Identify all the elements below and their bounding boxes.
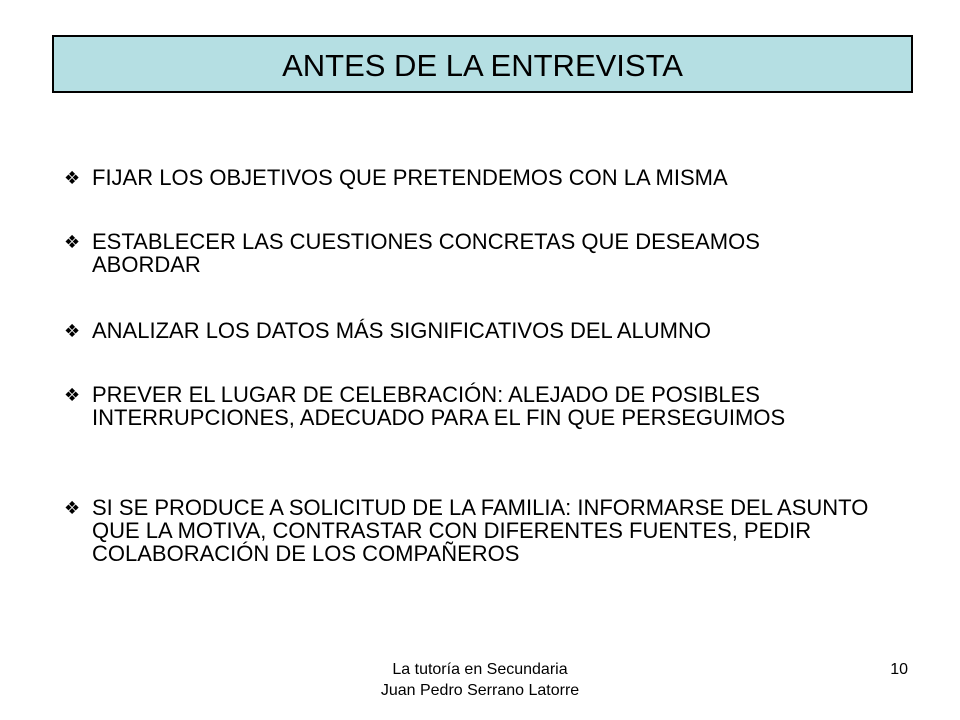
title-box	[52, 35, 913, 93]
diamond-bullet-icon: ❖	[64, 168, 81, 189]
footer-credits	[300, 659, 660, 701]
footer-author: Juan Pedro Serrano Latorre	[380, 682, 580, 699]
bullet-item	[60, 166, 890, 192]
page-number: 10	[890, 661, 908, 678]
bullet-item	[60, 319, 890, 345]
slide-title: ANTES DE LA ENTREVISTA	[282, 47, 683, 83]
bullet-item	[60, 383, 890, 429]
bullet-text: ANALIZAR LOS DATOS MÁS SIGNIFICATIVOS DEL ALUMNO	[92, 318, 711, 343]
diamond-bullet-icon: ❖	[64, 232, 81, 253]
bullet-text: PREVER EL LUGAR DE CELEBRACIÓN: ALEJADO DE POSIBLES INTERRUPCIONES, ADECUADO PARA EL FIN QUE PERSEGUIMOS	[92, 382, 786, 430]
diamond-bullet-icon: ❖	[64, 498, 81, 519]
footer-title: La tutoría en Secundaria	[392, 661, 568, 678]
diamond-bullet-icon: ❖	[64, 385, 81, 406]
diamond-bullet-icon: ❖	[64, 321, 81, 342]
bullet-text: FIJAR LOS OBJETIVOS QUE PRETENDEMOS CON LA MISMA	[92, 165, 728, 190]
bullet-text: ESTABLECER LAS CUESTIONES CONCRETAS QUE DESEAMOS ABORDAR	[92, 229, 760, 277]
bullet-text: SI SE PRODUCE A SOLICITUD DE LA FAMILIA: INFORMARSE DEL ASUNTO QUE LA MOTIVA, CONTRASTAR CON DIFERENTES FUENTES, PEDIR COLABORACIÓN DE LOS COMPAÑEROS	[92, 495, 869, 566]
bullet-item	[60, 496, 890, 565]
bullet-item	[60, 230, 890, 276]
